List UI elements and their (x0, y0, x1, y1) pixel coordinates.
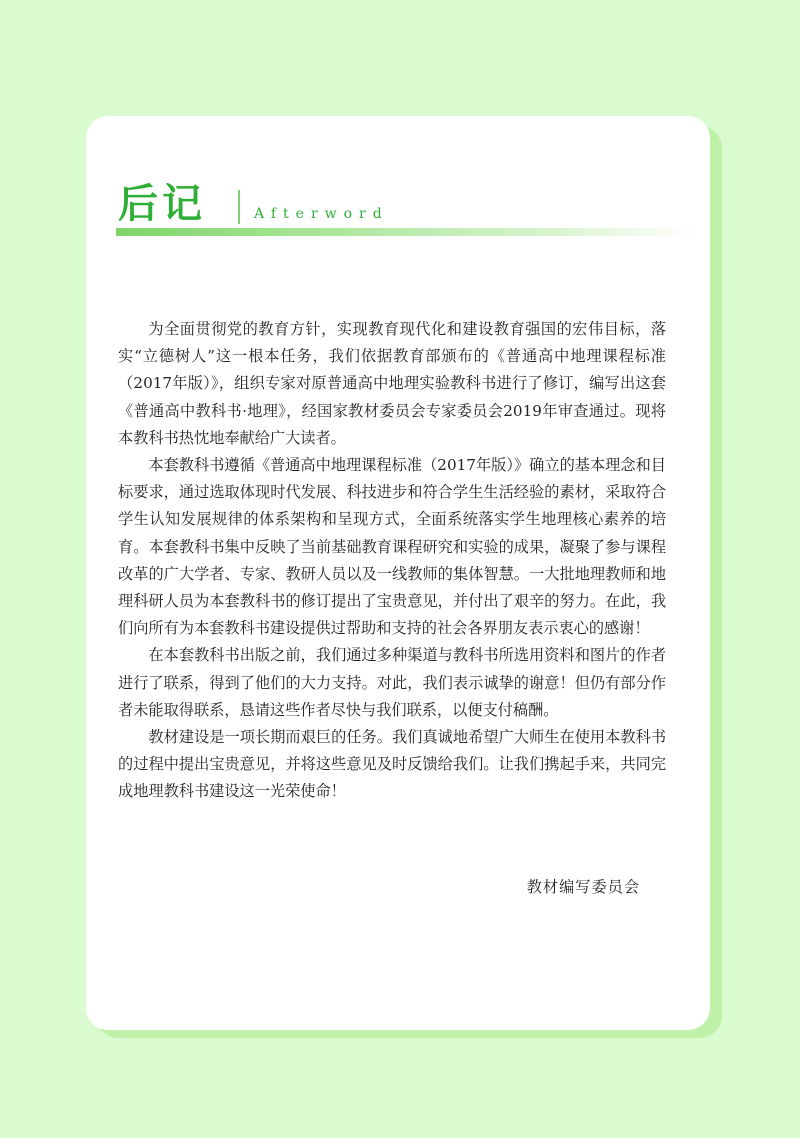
afterword-body (118, 316, 666, 806)
title-divider (238, 190, 240, 224)
page-subtitle: Afterword (254, 206, 389, 222)
paragraph-3: 在本套教科书出版之前，我们通过多种渠道与教科书所选用资料和图片的作者进行了联系，得到了他们的大力支持。对此，我们表示诚挚的谢意！但仍有部分作者未能取得联系，恳请这些作者尽快与我们联系，以便支付稿酬。 (118, 646, 666, 719)
signature: 教材编写委员会 (526, 878, 640, 896)
page-title: 后记 (118, 181, 206, 227)
paragraph-1: 为全面贯彻党的教育方针，实现教育现代化和建设教育强国的宏伟目标，落实“立德树人”这一根本任务，我们依据教育部颁布的《普通高中地理课程标准（2017年版）》，组织专家对原普通高中地理实验教科书进行了修订，编写出这套《普通高中教科书·地理》，经国家教材委员会专家委员会2019年审查通过。现将本教科书热忱地奉献给广大读者。 (118, 320, 666, 447)
afterword-header (116, 178, 686, 242)
paragraph-2: 本套教科书遵循《普通高中地理课程标准（2017年版）》确立的基本理念和目标要求，通过选取体现时代发展、科技进步和符合学生生活经验的素材，采取符合学生认知发展规律的体系架构和呈现方式，全面系统落实学生地理核心素养的培育。本套教科书集中反映了当前基础教育课程研究和实验的成果，凝聚了参与课程改革的广大学者、专家、教研人员以及一线教师的集体智慧。一大批地理教师和地理科研人员为本套教科书的修订提出了宝贵意见，并付出了艰辛的努力。在此，我们向所有为本套教科书建设提供过帮助和支持的社会各界朋友表示衷心的感谢！ (118, 456, 666, 638)
page-card (86, 116, 710, 1030)
header-underline-bar (116, 228, 696, 236)
paragraph-4: 教材建设是一项长期而艰巨的任务。我们真诚地希望广大师生在使用本教科书的过程中提出宝贵意见，并将这些意见及时反馈给我们。让我们携起手来，共同完成地理教科书建设这一光荣使命！ (118, 728, 666, 801)
